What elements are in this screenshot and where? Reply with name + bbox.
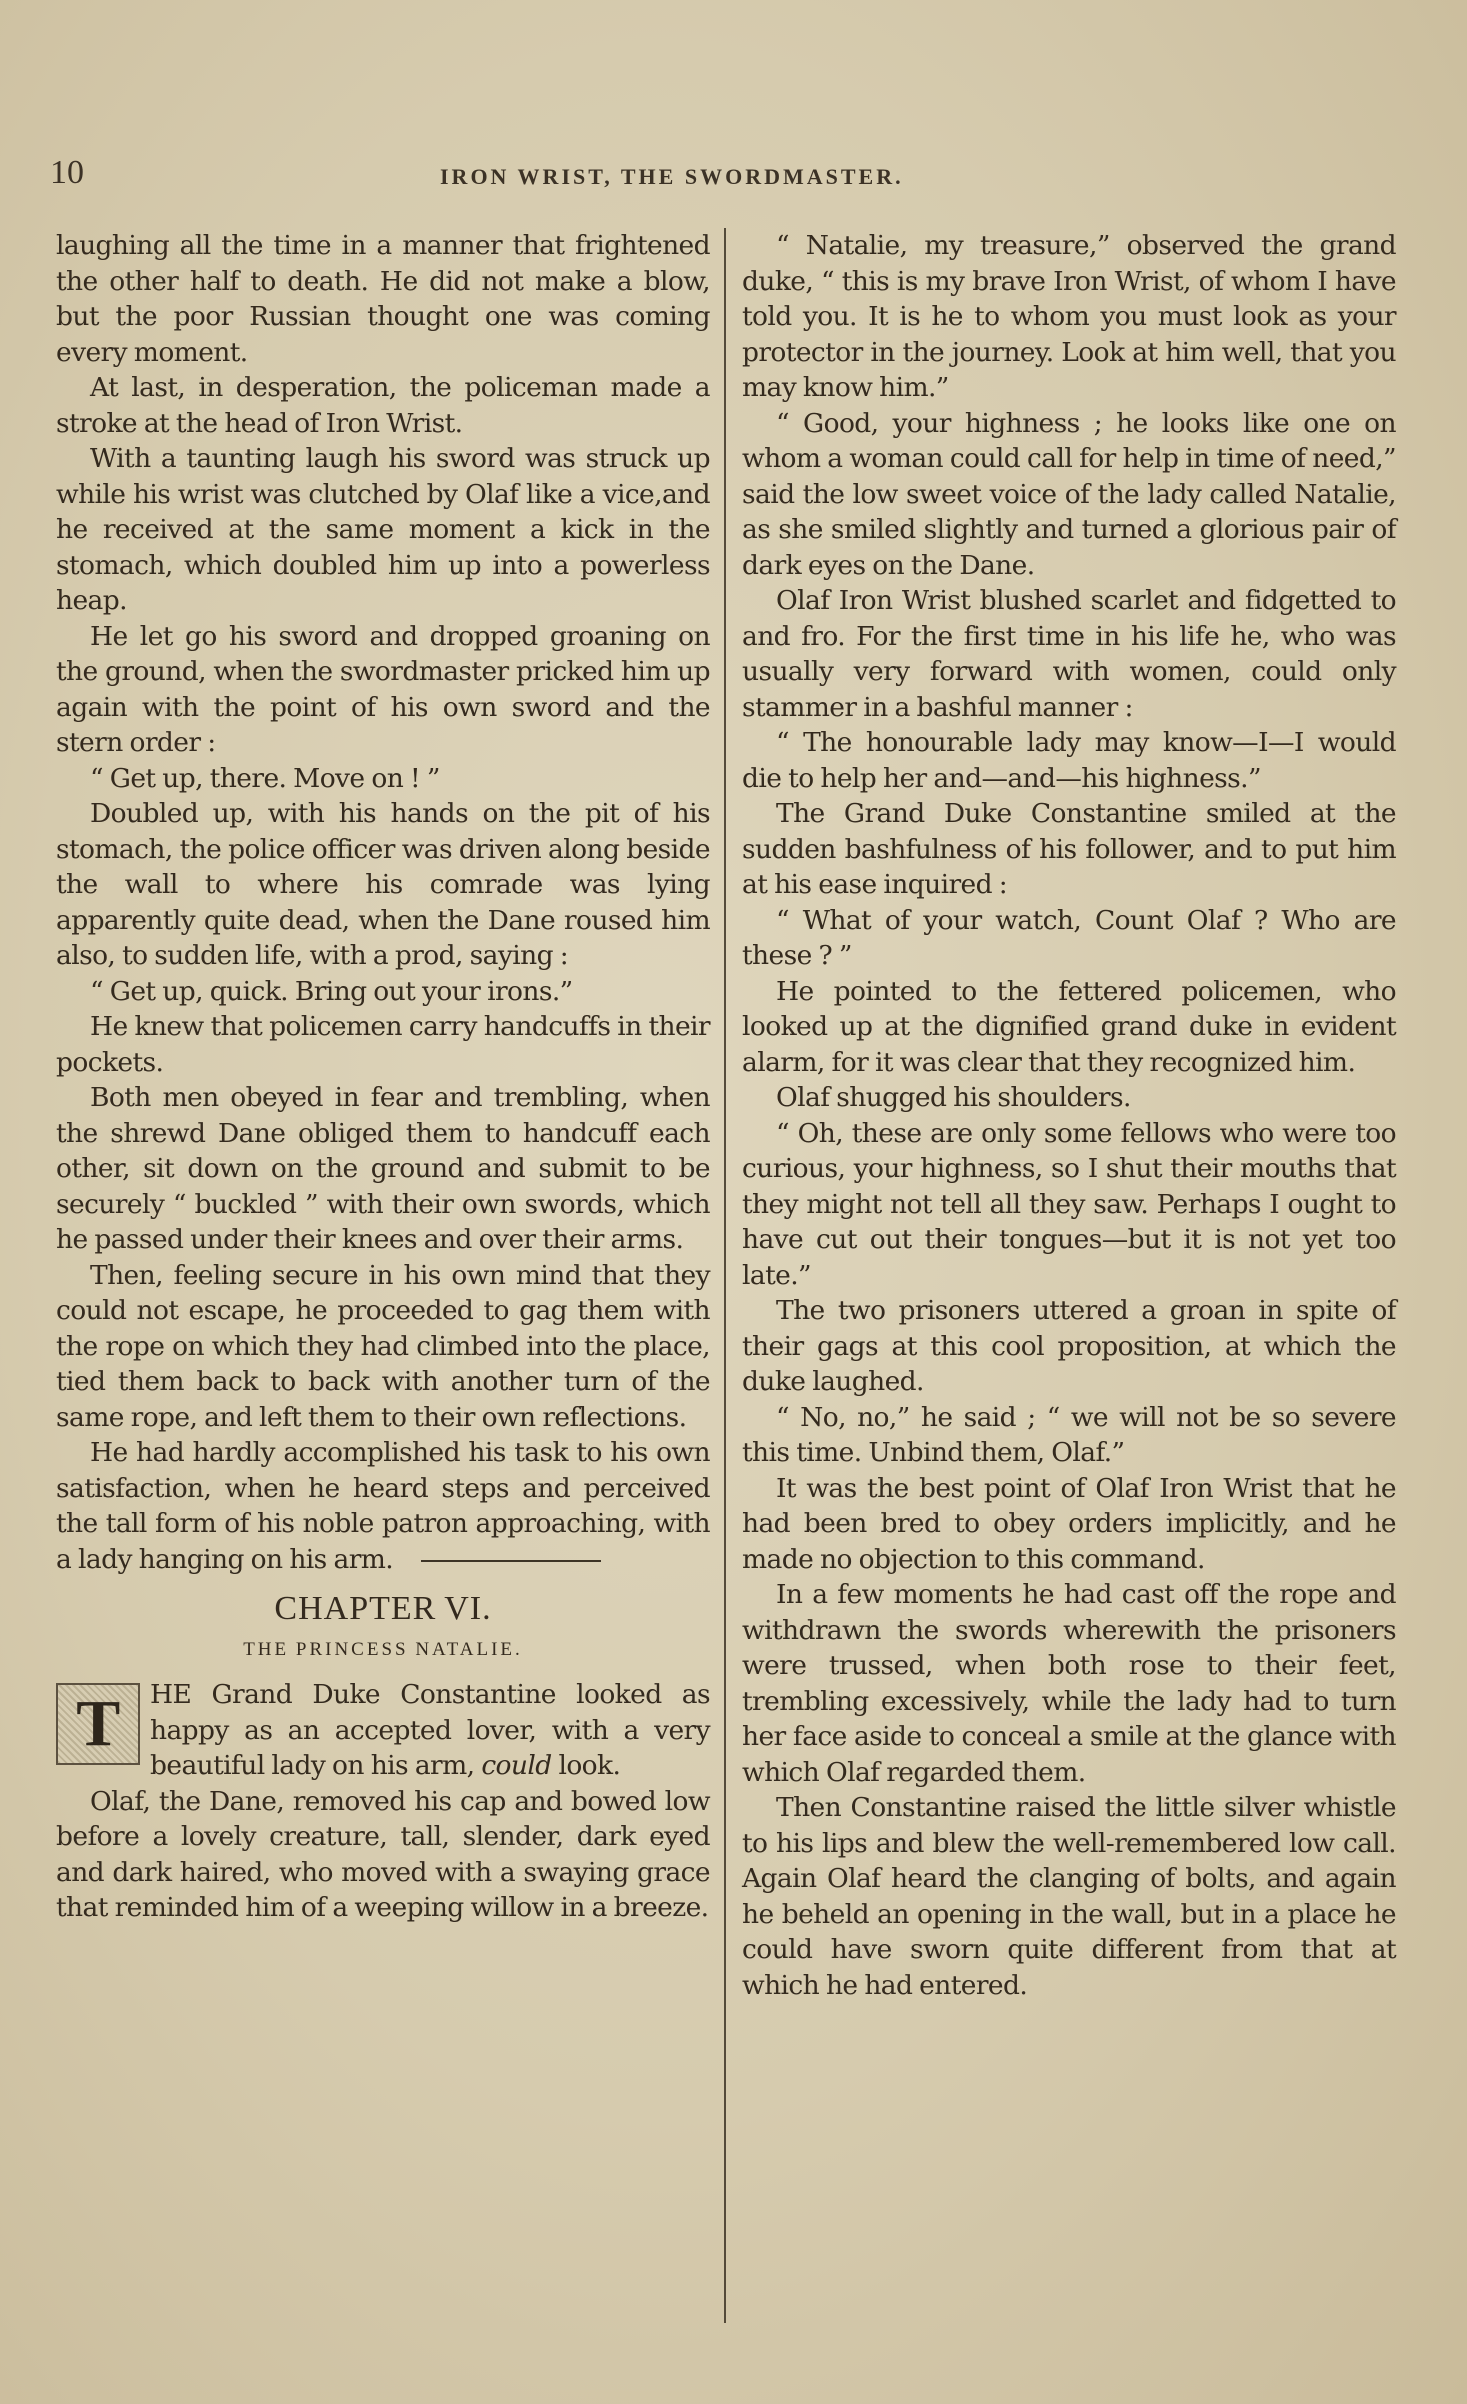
paragraph: “ What of your watch, Count Olaf ? Who are these ? ” xyxy=(742,904,1396,971)
chapter-opening-text: HE Grand Duke Constantine looked as happy as an accepted lover, with a very beautiful lady on his arm, xyxy=(150,1679,710,1781)
page-number: 10 xyxy=(50,154,84,191)
paragraph: “ Get up, there. Move on ! ” xyxy=(90,762,440,794)
paragraph: With a taunting laugh his sword was struck up while his wrist was clutched by Olaf like a vice,and he received at the same moment a kick in the stomach, which doubled him up into a powerless heap. xyxy=(56,443,710,616)
paragraph: He had hardly accomplished his task to his own satisfaction, when he heard steps and perceived the tall form of his noble patron approaching, with a lady hanging on his arm. xyxy=(56,1435,710,1577)
paragraph: Both men obeyed in fear and trembling, when the shrewd Dane obliged them to handcuff each other, sit down on the ground and submit to be securely “ buckled ” with their own swords, which he passed under their knees and over their arms. xyxy=(56,1082,710,1255)
paragraph: “ Oh, these are only some fellows who were too curious, your highness, so I shut their mouths that they might not tell all they saw. Perhaps I ought to have cut out their tongues—but it is not yet too late.” xyxy=(742,1117,1396,1291)
paragraph: It was the best point of Olaf Iron Wrist that he had been bred to obey orders implicitly, and he made no objection to this command. xyxy=(742,1472,1396,1575)
paragraph: Olaf Iron Wrist blushed scarlet and fidgetted to and fro. For the first time in his life he, who was usually very forward with women, could only stammer in a bashful manner : xyxy=(742,585,1396,723)
paragraph: “ Good, your highness ; he looks like one on whom a woman could call for help in time of need,” said the low sweet voice of the lady called Natalie, as she smiled slightly and turned a glorious pair of dark eyes on the Dane. xyxy=(742,407,1396,581)
column-divider xyxy=(724,228,726,2323)
paragraph: “ The honourable lady may know—I—I would die to help her and—and—his highness.” xyxy=(742,727,1396,794)
paragraph: Olaf, the Dane, removed his cap and bowed low before a lovely creature, tall, slender, dark eyed and dark haired, who moved with a swaying grace that reminded him of a weeping willow in a breeze. xyxy=(56,1785,710,1923)
paragraph: In a few moments he had cast off the rope and withdrawn the swords wherewith the prisoners were trussed, when both rose to their feet, trembling excessively, while the lady had to turn her face aside to conceal a smile at the glance with which Olaf regarded them. xyxy=(742,1579,1396,1788)
chapter-subtitle: THE PRINCESS NATALIE. xyxy=(243,1639,523,1660)
paragraph: Then, feeling secure in his own mind that they could not escape, he proceeded to gag them with the rope on which they had climbed into the place, tied them back to back with another turn of the same rope, and left them to their own reflections. xyxy=(56,1259,710,1433)
paragraph: Then Constantine raised the little silver whistle to his lips and blew the well-remembered low call. Again Olaf heard the clanging of bolts, and again he beheld an opening in the wall, but in a place he could have sworn quite different from that at which he had entered. xyxy=(742,1792,1396,2001)
paragraph: Olaf shugged his shoulders. xyxy=(776,1082,1131,1113)
paragraph: “ No, no,” he said ; “ we will not be so severe this time. Unbind them, Olaf.” xyxy=(742,1401,1396,1468)
paragraph: He let go his sword and dropped groaning on the ground, when the swordmaster pricked him up again with the point of his own sword and the stern order : xyxy=(56,620,710,758)
paragraph: The two prisoners uttered a groan in spite of their gags at this cool proposition, at which the duke laughed. xyxy=(742,1295,1396,1397)
paragraph: He pointed to the fettered policemen, who looked up at the dignified grand duke in evident alarm, for it was clear that they recognized him. xyxy=(742,975,1396,1078)
chapter-opening-end: look. xyxy=(551,1750,621,1781)
right-column xyxy=(742,228,1396,2003)
paragraph: “ Natalie, my treasure,” observed the grand duke, “ this is my brave Iron Wrist, of whom I have told you. It is he to whom you must look as your protector in the journey. Look at him well, that you may know him.” xyxy=(742,230,1396,403)
left-column xyxy=(56,228,710,1926)
paragraph: At last, in desperation, the policeman made a stroke at the head of Iron Wrist. xyxy=(56,372,710,439)
paragraph: laughing all the time in a manner that frightened the other half to death. He did not make a blow, but the poor Russian thought one was coming every moment. xyxy=(56,230,710,368)
paragraph: Doubled up, with his hands on the pit of his stomach, the police officer was driven along beside the wall to where his comrade was lying apparently quite dead, when the Dane roused him also, to sudden life, with a prod, saying : xyxy=(56,798,710,971)
paragraph: He knew that policemen carry handcuffs in their pockets. xyxy=(56,1011,710,1078)
running-title: IRON WRIST, THE SWORDMASTER. xyxy=(440,164,904,189)
chapter-opening-italic: could xyxy=(481,1750,552,1781)
paragraph: “ Get up, quick. Bring out your irons.” xyxy=(90,975,573,1007)
dropcap-letter: T xyxy=(56,1683,140,1765)
chapter-title: CHAPTER VI. xyxy=(274,1590,492,1627)
chapter-opening-paragraph xyxy=(56,1677,710,1784)
paragraph: The Grand Duke Constantine smiled at the sudden bashfulness of his follower, and to put him at his ease inquired : xyxy=(742,798,1396,900)
